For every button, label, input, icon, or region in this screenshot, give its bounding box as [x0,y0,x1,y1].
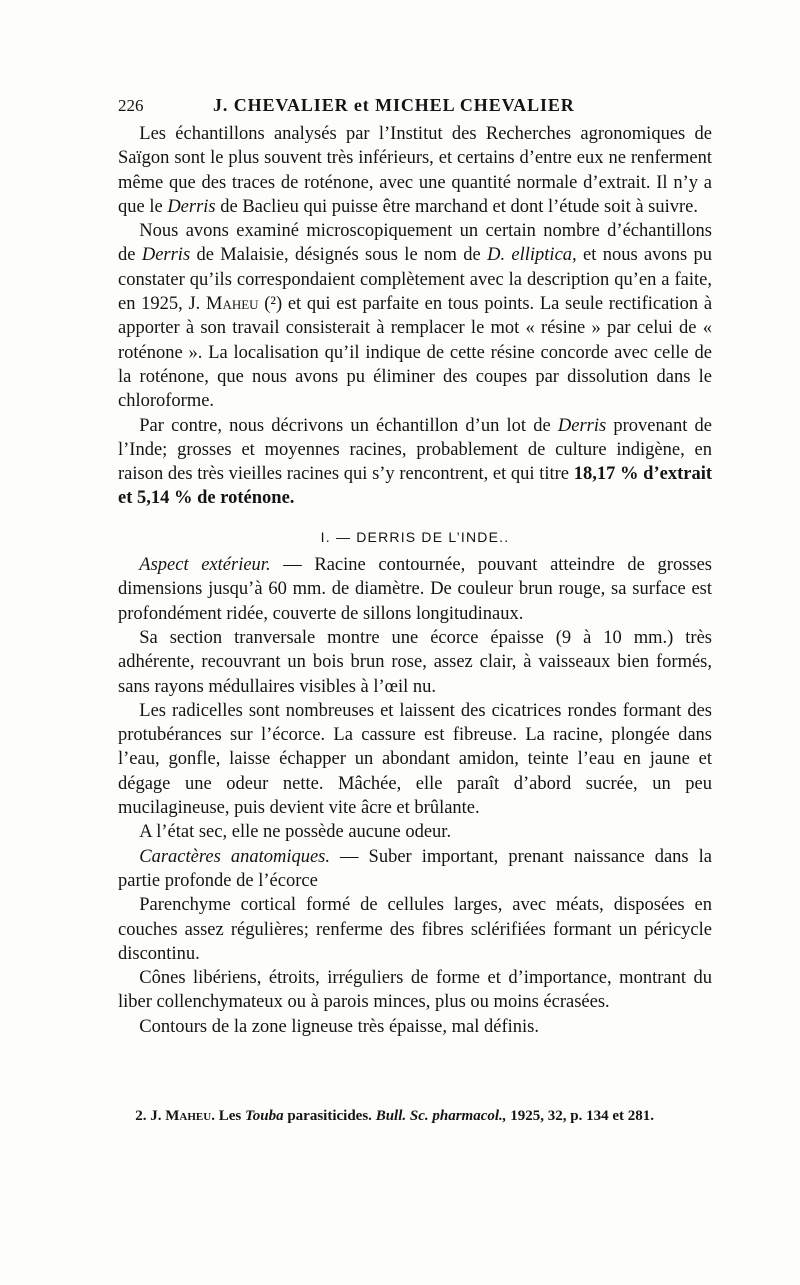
citation-details: 1925, 32, p. 134 et 281. [510,1108,655,1124]
text-run: de Baclieu qui puisse être marchand et dont l’étude soit à suivre. [220,196,699,217]
journal-title: Bull. Sc. pharmacol., [375,1108,507,1124]
paragraph-2 [118,219,712,413]
paragraph-4 [118,553,712,626]
italic-term: Derris [141,245,191,266]
text-run: Les échantillons analysés par l’Institut des Recherches agronomiques de Saïgon sont le plus souvent très inférieurs, et certains d’entre eux ne renferment même que des traces de roténone, avec une quantité normale d’extrait. Il n’y a que le [118,124,712,217]
italic-term: Derris [167,196,216,217]
paragraph-6: Les radicelles sont nombreuses et laissent des cicatrices rondes formant des protubérances sur l’écorce. La cassure est fibreuse. La racine, plongée dans l’eau, gonfle, laisse échapper un abondant amidon, teinte l’eau en jaune et dégage une odeur nette. Mâchée, elle paraît d’abord sucrée, un peu mucilagineuse, puis devient vite âcre et brûlante. [118,700,712,819]
italic-subheading: Caractères anatomiques. [139,846,330,867]
paragraph-9: Parenchyme cortical formé de cellules larges, avec méats, disposées en couches assez régulières; renferme des fibres sclérifiées formant un péricycle discontinu. [118,895,712,964]
bold-figures: 18,17 % d’extrait et 5,14 % de roténone. [118,464,712,509]
page-number: 226 [118,96,144,115]
body-text [118,122,712,1039]
paragraph-11: Contours de la zone ligneuse très épaisse, mal définis. [139,1016,539,1037]
text-run: et nous avons pu constater qu’ils correspondaient complètement avec la description qu’en a faite, en 1925, J. [118,245,713,315]
text-run: parasiticides. [287,1108,372,1124]
footnote-ref: (²) [264,294,283,315]
italic-term: Touba [244,1108,284,1124]
running-head [118,96,712,122]
paragraph-10: Cônes libériens, étroits, irréguliers de forme et d’importance, montrant du liber collenchymateux ou à parois minces, plus ou moins écrasées. [118,968,712,1013]
text-run: . Les [211,1108,242,1124]
italic-term: D. elliptica, [487,245,577,266]
text-run: — Racine contournée, pouvant atteindre de grosses dimensions jusqu’à 60 mm. de diamètre. De couleur brun rouge, sa surface est profondément ridée, couverte de sillons longitudinaux. [118,555,713,624]
paragraph-8 [118,845,712,894]
paragraph-1 [118,122,712,219]
running-title: J. CHEVALIER et MICHEL CHEVALIER [213,95,575,115]
footnote [118,1108,712,1125]
paragraph-3 [118,414,712,511]
paragraph-5: Sa section tranversale montre une écorce épaisse (9 à 10 mm.) très adhérente, recouvrant un bois brun rose, assez clair, à vaisseaux bien formés, sans rayons médullaires visibles à l’œil nu. [118,627,712,697]
section-heading: I. — DERRIS DE L’INDE.. [320,528,510,545]
footnote-number: 2. J. [135,1108,162,1124]
text-run: Par contre, nous décrivons un échantillon d’un lot de [139,415,551,436]
text-run: de Malaisie, désignés sous le nom de [196,245,481,266]
italic-subheading: Aspect extérieur. [139,555,271,576]
footnote-author: Maheu [165,1108,212,1124]
text-run: provenant de l’Inde; grosses et moyennes racines, probablement de culture indigène, en raison des très vieilles racines qui s’y rencontrent, et qui titre [118,415,713,485]
paragraph-7: A l’état sec, elle ne possède aucune odeur. [139,822,452,843]
text-run: — Suber important, prenant naissance dans la partie profonde de l’écorce [118,846,713,891]
author-name: Maheu [206,294,259,315]
text-run: et qui est parfaite en tous points. La seule rectification à apporter à son travail consisterait à remplacer le mot « résine » par celui de « roténone ». La localisation qu’il indique de cette résine concorde avec celle de la roténone, que nous avons pu éliminer des coupes par dissolution dans le chloroforme. [118,294,713,412]
text-run: Nous avons examiné microscopiquement un certain nombre d’échantillons de [118,221,712,266]
italic-term: Derris [557,415,607,436]
